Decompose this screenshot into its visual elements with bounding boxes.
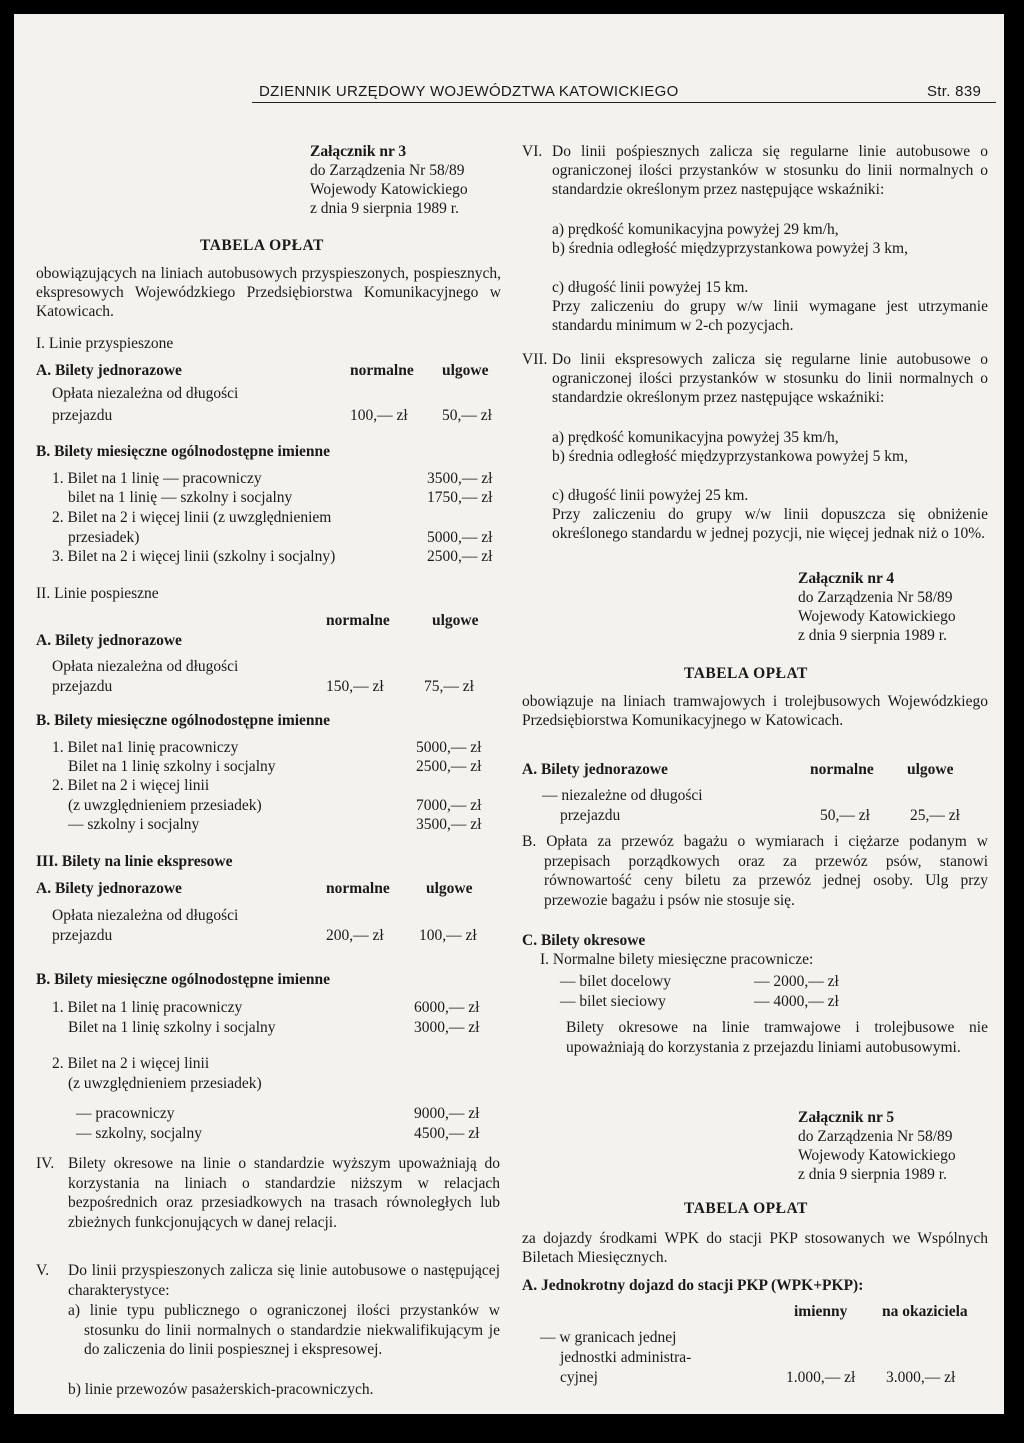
table-heading: TABELA OPŁAT [684, 665, 808, 682]
subsection-title: A. Jednokrotny dojazd do stacji PKP (WPK+PKP): [522, 1277, 864, 1294]
section-text: Bilety okresowe na linie o standardzie wyższym upoważniają do korzystania na liniach o standardzie niższym w relacjach bezpośrednich oraz przesiadkowych na trasach równoległych lub zbieżnych funkcjonujących w danej relacji. [68, 1155, 500, 1231]
price-normal: 150,— zł [326, 678, 384, 695]
section-number: IV. [36, 1155, 55, 1172]
subsection-title: B. Bilety miesięczne ogólnodostępne imienne [36, 971, 331, 988]
journal-title: DZIENNIK URZĘDOWY WOJEWÓDZTWA KATOWICKIEGO [259, 83, 679, 100]
section-title: III. Bilety na linie ekspresowe [36, 853, 233, 870]
ticket-row: (z uwzględnieniem przesiadek) [68, 797, 262, 814]
fee-label: przejazdu [560, 807, 621, 824]
ticket-price: — 4000,— zł [754, 993, 839, 1010]
ticket-row: — pracowniczy [76, 1105, 175, 1122]
ticket-row: Bilet na 1 linię szkolny i socjalny [68, 758, 276, 775]
ticket-row: 2. Bilet na 2 i więcej linii [52, 777, 210, 794]
ticket-price: 3000,— zł [414, 1019, 480, 1036]
annex-3-line: z dnia 9 sierpnia 1989 r. [310, 200, 459, 217]
ticket-row: (z uwzględnieniem przesiadek) [68, 1075, 262, 1092]
ticket-price: 3500,— zł [416, 816, 482, 833]
list-item: b) średnia odległość międzyprzystankowa powyżej 3 km, [552, 240, 908, 257]
fee-label: Opłata niezależna od długości [52, 907, 239, 924]
list-item: b) linie przewozów pasażerskich-pracowniczych. [68, 1381, 374, 1398]
annex-4-line: z dnia 9 sierpnia 1989 r. [798, 627, 947, 644]
table-intro: obowiązujących na liniach autobusowych przyspieszonych, pospiesznych, ekspresowych Wojewódzkiego Przedsiębiorstwa Komunikacyjnego w Katowicach. [36, 265, 501, 320]
section-number: VII. [522, 351, 548, 368]
section-text: Przy zaliczeniu do grupy w/w linii wymagane jest utrzymanie standardu minimum w 2-ch pozycjach. [552, 298, 988, 334]
col-header-reduced: ulgowe [442, 362, 489, 379]
col-header-normal: normalne [350, 362, 414, 379]
ticket-price: 4500,— zł [414, 1125, 480, 1142]
ticket-row: — bilet docelowy [560, 973, 672, 990]
ticket-price: 7000,— zł [416, 797, 482, 814]
ticket-row: cyjnej [560, 1369, 598, 1386]
annex-5-line: z dnia 9 sierpnia 1989 r. [798, 1166, 947, 1183]
col-header-bearer: na okaziciela [882, 1303, 968, 1320]
subsection-title: A. Bilety jednorazowe [36, 362, 182, 379]
list-item: I. Normalne bilety miesięczne pracownicze: [540, 951, 814, 968]
ticket-row: 1. Bilet na 1 linię — pracowniczy [52, 470, 262, 487]
price-bearer: 3.000,— zł [886, 1369, 956, 1386]
table-intro: za dojazdy środkami WPK do stacji PKP stosowanych we Wspólnych Biletach Miesięcznych. [522, 1230, 988, 1266]
list-item: c) długość linii powyżej 15 km. [552, 279, 749, 296]
section-text: Przy zaliczeniu do grupy w/w linii dopuszcza się obniżenie określonego standardu w jednej pozycji, nie więcej jednak niż o 10%. [552, 506, 988, 542]
col-header-reduced: ulgowe [432, 612, 479, 629]
subsection-title: A. Bilety jednorazowe [522, 761, 668, 778]
ticket-row: — szkolny, socjalny [76, 1125, 202, 1142]
price-reduced: 50,— zł [442, 407, 492, 424]
col-header-normal: normalne [810, 761, 874, 778]
ticket-row: 3. Bilet na 2 i więcej linii (szkolny i socjalny) [52, 548, 336, 565]
col-header-normal: normalne [326, 880, 390, 897]
ticket-price: 5000,— zł [427, 529, 493, 546]
fee-label: — niezależne od długości [542, 787, 703, 804]
annex-4-title: Załącznik nr 4 [798, 570, 895, 587]
table-heading: TABELA OPŁAT [684, 1200, 808, 1217]
annex-3-line: do Zarządzenia Nr 58/89 [310, 162, 465, 179]
document-page [14, 14, 1004, 1414]
annex-3-title: Załącznik nr 3 [310, 143, 407, 160]
subsection-title: C. Bilety okresowe [522, 932, 646, 949]
list-item: a) prędkość komunikacyjna powyżej 35 km/h, [552, 429, 839, 446]
ticket-row: — w granicach jednej [540, 1329, 677, 1346]
section-title: II. Linie pospieszne [36, 585, 159, 602]
annex-4-line: Wojewody Katowickiego [798, 608, 956, 625]
list-item: b) średnia odległość międzyprzystankowa powyżej 5 km, [552, 448, 908, 465]
price-reduced: 25,— zł [910, 807, 960, 824]
section-text: Bilety okresowe na linie tramwajowe i trolejbusowe nie upoważniają do korzystania z przejazdu liniami autobusowymi. [566, 1019, 988, 1056]
ticket-price: 2500,— zł [427, 548, 493, 565]
list-item: a) prędkość komunikacyjna powyżej 29 km/h, [552, 221, 839, 238]
section-text: Do linii pośpiesznych zalicza się regularne linie autobusowe o ograniczonej ilości przystanków w stosunku do linii normalnych o standardzie określonym przez następujące wskaźniki: [552, 143, 988, 198]
annex-5-title: Załącznik nr 5 [798, 1109, 895, 1126]
ticket-row: 1. Bilet na 1 linię pracowniczy [52, 999, 243, 1016]
baggage-note: B. Opłata za przewóz bagażu o wymiarach i ciężarze podanym w przepisach porządkowych oraz za przewóz psów, stanowi równowartość ceny biletu za przewóz jednej osoby. Ulg przy przewozie bagażu i psów nie stosuje się. [522, 833, 988, 909]
section-title: I. Linie przyspieszone [36, 335, 174, 352]
col-header-named: imienny [794, 1303, 848, 1320]
subsection-title: B. Bilety miesięczne ogólnodostępne imienne [36, 443, 331, 460]
fee-label: Opłata niezależna od długości [52, 385, 239, 402]
table-heading: TABELA OPŁAT [200, 237, 324, 254]
subsection-title: A. Bilety jednorazowe [36, 880, 182, 897]
ticket-row: — szkolny i socjalny [68, 816, 200, 833]
ticket-row: — bilet sieciowy [560, 993, 666, 1010]
ticket-price: 1750,— zł [427, 489, 493, 506]
annex-4-line: do Zarządzenia Nr 58/89 [798, 589, 953, 606]
ticket-row: 1. Bilet na1 linię pracowniczy [52, 739, 239, 756]
subsection-title: B. Bilety miesięczne ogólnodostępne imienne [36, 712, 331, 729]
subsection-title: A. Bilety jednorazowe [36, 632, 182, 649]
ticket-price: — 2000,— zł [754, 973, 839, 990]
price-reduced: 75,— zł [424, 678, 474, 695]
ticket-price: 5000,— zł [416, 739, 482, 756]
page-number: Str. 839 [927, 83, 982, 100]
table-intro: obowiązuje na liniach tramwajowych i trolejbusowych Wojewódzkiego Przedsiębiorstwa Komunikacyjnego w Katowicach. [522, 693, 988, 729]
fee-label: przejazdu [52, 678, 113, 695]
fee-label: przejazdu [52, 407, 113, 424]
ticket-row: 2. Bilet na 2 i więcej linii (z uwzględnieniem [52, 509, 332, 526]
ticket-price: 6000,— zł [414, 999, 480, 1016]
price-normal: 200,— zł [326, 927, 384, 944]
section-number: V. [36, 1262, 50, 1279]
fee-label: Opłata niezależna od długości [52, 658, 239, 675]
annex-3-line: Wojewody Katowickiego [310, 181, 468, 198]
section-text: Do linii przyspieszonych zalicza się linie autobusowe o następującej charakterystyce: [68, 1262, 500, 1299]
header-rule [252, 102, 996, 103]
list-item: a) linie typu publicznego o ograniczonej ilości przystanków w stosunku do linii normalnych o standardzie niekwalifikującym je do zaliczenia do linii pospiesznej i ekspresowej. [68, 1302, 500, 1359]
col-header-reduced: ulgowe [907, 761, 954, 778]
annex-5-line: Wojewody Katowickiego [798, 1147, 956, 1164]
price-named: 1.000,— zł [786, 1369, 856, 1386]
price-reduced: 100,— zł [419, 927, 477, 944]
ticket-price: 9000,— zł [414, 1105, 480, 1122]
ticket-row: jednostki administra- [560, 1349, 692, 1366]
list-item: c) długość linii powyżej 25 km. [552, 487, 749, 504]
ticket-price: 3500,— zł [427, 470, 493, 487]
price-normal: 50,— zł [820, 807, 870, 824]
col-header-normal: normalne [326, 612, 390, 629]
col-header-reduced: ulgowe [426, 880, 473, 897]
section-number: VI. [522, 143, 543, 160]
ticket-row: 2. Bilet na 2 i więcej linii [52, 1055, 210, 1072]
ticket-row: bilet na 1 linię — szkolny i socjalny [68, 489, 293, 506]
ticket-row: przesiadek) [68, 529, 140, 546]
fee-label: przejazdu [52, 927, 113, 944]
annex-5-line: do Zarządzenia Nr 58/89 [798, 1128, 953, 1145]
ticket-price: 2500,— zł [416, 758, 482, 775]
ticket-row: Bilet na 1 linię szkolny i socjalny [68, 1019, 276, 1036]
section-text: Do linii ekspresowych zalicza się regularne linie autobusowe o ograniczonej ilości przystanków w stosunku do linii normalnych o standardzie określonym przez następujące wskaźniki: [552, 351, 988, 406]
price-normal: 100,— zł [350, 407, 408, 424]
